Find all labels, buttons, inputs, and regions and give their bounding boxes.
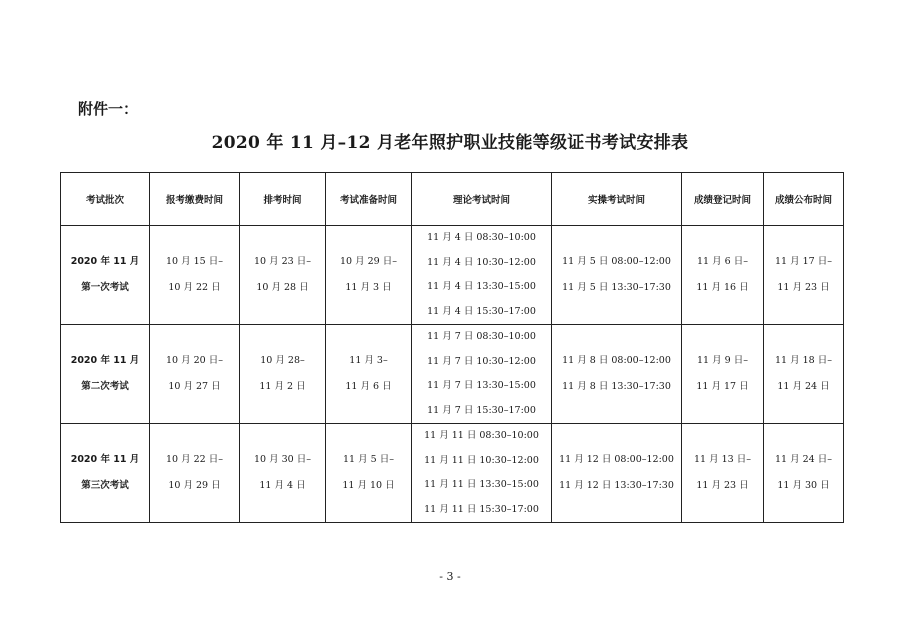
cell-prep [326,226,412,325]
cell-publish [764,424,844,523]
practice-slot: 11 月 5 日 08:00–12:00 [562,256,671,267]
fee-end: 10 月 27 日 [168,381,221,392]
cell-theory [412,424,552,523]
fee-start: 10 月 20 日– [166,355,223,366]
publish-end: 11 月 23 日 [777,282,830,293]
cell-register [682,325,764,424]
cell-practice [552,226,682,325]
theory-slot: 11 月 4 日 10:30–12:00 [427,256,536,268]
cell-publish [764,226,844,325]
prep-start: 11 月 3– [349,355,388,366]
publish-start: 11 月 17 日– [775,256,832,267]
batch-name: 第三次考试 [81,480,129,491]
fee-start: 10 月 22 日– [166,454,223,465]
exam-schedule-table [60,172,844,523]
batch-name: 第一次考试 [81,282,129,293]
publish-start: 11 月 24 日– [775,454,832,465]
cell-fee [150,226,240,325]
theory-slot: 11 月 11 日 13:30–15:00 [424,479,539,490]
header-schedule: 排考时间 [240,173,326,226]
cell-batch [61,424,150,523]
practice-slot: 11 月 12 日 08:00–12:00 [559,454,674,465]
cell-register [682,424,764,523]
cell-register [682,226,764,325]
header-prep: 考试准备时间 [326,173,412,226]
schedule-start: 10 月 23 日– [254,256,311,267]
page-number: - 3 - [439,570,461,583]
cell-schedule [240,325,326,424]
header-register: 成绩登记时间 [682,173,764,226]
fee-end: 10 月 29 日 [168,480,221,491]
cell-theory [412,226,552,325]
batch-year: 2020 年 11 月 [70,256,140,267]
cell-prep [326,424,412,523]
schedule-end: 11 月 2 日 [259,381,306,392]
header-practice: 实操考试时间 [552,173,682,226]
cell-practice [552,325,682,424]
cell-fee [150,325,240,424]
schedule-start: 10 月 28– [260,355,305,366]
prep-start: 10 月 29 日– [340,256,397,267]
theory-slot: 11 月 11 日 10:30–12:00 [424,454,539,466]
register-start: 11 月 9 日– [697,355,748,366]
table-row [61,325,844,424]
publish-start: 11 月 18 日– [775,355,832,366]
theory-slot: 11 月 7 日 15:30–17:00 [427,404,536,416]
cell-batch [61,325,150,424]
theory-slot: 11 月 4 日 15:30–17:00 [427,305,536,317]
prep-end: 11 月 6 日 [345,381,392,392]
cell-schedule [240,424,326,523]
cell-schedule [240,226,326,325]
fee-start: 10 月 15 日– [166,256,223,267]
publish-end: 11 月 30 日 [777,480,830,491]
theory-slot: 11 月 7 日 13:30–15:00 [427,380,536,391]
batch-year: 2020 年 11 月 [70,454,140,465]
attachment-label: 附件一： [78,100,139,118]
cell-batch [61,226,150,325]
fee-end: 10 月 22 日 [168,282,221,293]
cell-fee [150,424,240,523]
practice-slot: 11 月 12 日 13:30–17:30 [559,480,674,491]
table-row [61,226,844,325]
table-row [61,424,844,523]
header-publish: 成绩公布时间 [764,173,844,226]
document-title: 2020 年 11 月–12 月老年照护职业技能等级证书考试安排表 [211,133,689,153]
cell-prep [326,325,412,424]
schedule-end: 11 月 4 日 [259,480,306,491]
header-fee: 报考缴费时间 [150,173,240,226]
cell-publish [764,325,844,424]
theory-slot: 11 月 4 日 08:30–10:00 [427,232,536,243]
register-start: 11 月 13 日– [694,454,751,465]
cell-practice [552,424,682,523]
theory-slot: 11 月 4 日 13:30–15:00 [427,281,536,292]
practice-slot: 11 月 5 日 13:30–17:30 [562,282,671,293]
theory-slot: 11 月 11 日 15:30–17:00 [424,503,539,515]
practice-slot: 11 月 8 日 08:00–12:00 [562,355,671,366]
batch-year: 2020 年 11 月 [70,355,140,366]
publish-end: 11 月 24 日 [777,381,830,392]
prep-end: 11 月 10 日 [342,480,395,491]
schedule-end: 10 月 28 日 [256,282,309,293]
register-end: 11 月 16 日 [696,282,749,293]
batch-name: 第二次考试 [81,381,129,392]
practice-slot: 11 月 8 日 13:30–17:30 [562,381,671,392]
table-header-row [61,173,844,226]
header-batch: 考试批次 [61,173,150,226]
header-theory: 理论考试时间 [412,173,552,226]
prep-end: 11 月 3 日 [345,282,392,293]
theory-slot: 11 月 7 日 10:30–12:00 [427,355,536,367]
prep-start: 11 月 5 日– [343,454,394,465]
theory-slot: 11 月 11 日 08:30–10:00 [424,430,539,441]
cell-theory [412,325,552,424]
register-end: 11 月 23 日 [696,480,749,491]
register-start: 11 月 6 日– [697,256,748,267]
register-end: 11 月 17 日 [696,381,749,392]
schedule-start: 10 月 30 日– [254,454,311,465]
theory-slot: 11 月 7 日 08:30–10:00 [427,331,536,342]
